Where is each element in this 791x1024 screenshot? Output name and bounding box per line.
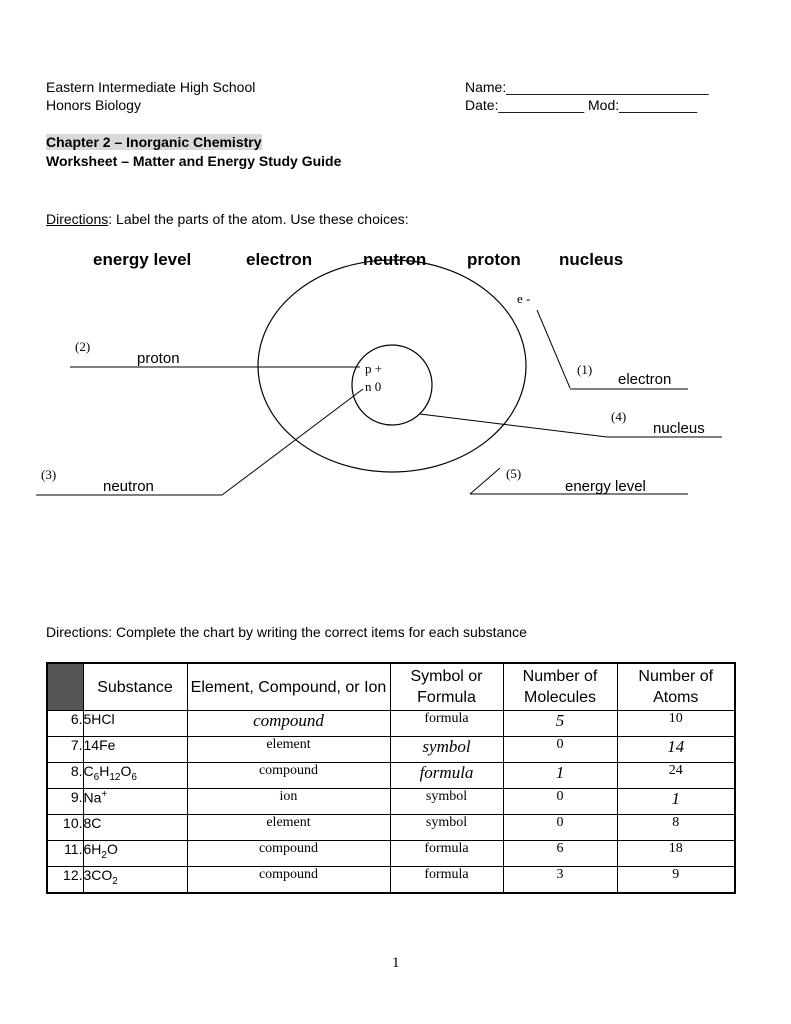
- row-number: 10.: [47, 815, 83, 841]
- atoms-cell[interactable]: [617, 737, 735, 763]
- ring-gap-mark: [423, 351, 424, 357]
- type-cell[interactable]: compound: [187, 763, 390, 789]
- handwritten-answer: 14: [667, 737, 685, 756]
- symbol-cell[interactable]: formula: [390, 711, 503, 737]
- label-number-1: (1): [577, 362, 593, 377]
- type-cell[interactable]: [187, 711, 390, 737]
- type-cell[interactable]: compound: [187, 841, 390, 867]
- type-cell[interactable]: compound: [187, 867, 390, 894]
- atoms-cell[interactable]: 10: [617, 711, 735, 737]
- mod-blank[interactable]: __________: [619, 97, 698, 113]
- substance-chart: [46, 662, 736, 894]
- leader-line-nucleus: [420, 414, 607, 437]
- label-answer-electron: electron: [618, 371, 672, 388]
- page-number: 1: [392, 955, 400, 971]
- row-number: 11.: [47, 841, 83, 867]
- choice-energy-level: energy level: [93, 250, 192, 269]
- name-label: Name:: [465, 79, 507, 95]
- electron-symbol: e -: [517, 291, 531, 306]
- leader-line-energy-diag: [470, 468, 500, 494]
- substance-cell: $C_6H_{12}O_6$: [83, 763, 187, 789]
- symbol-cell[interactable]: formula: [390, 867, 503, 894]
- date-label: Date:: [465, 97, 499, 113]
- atoms-cell[interactable]: 24: [617, 763, 735, 789]
- molecules-cell[interactable]: 0: [503, 737, 617, 763]
- type-cell[interactable]: element: [187, 815, 390, 841]
- substance-cell: $6H_2O$: [83, 841, 187, 867]
- type-cell[interactable]: ion: [187, 789, 390, 815]
- atoms-cell[interactable]: 9: [617, 867, 735, 894]
- table-row: [47, 763, 735, 789]
- label-number-3: (3): [41, 467, 57, 482]
- table-row: [47, 815, 735, 841]
- label-answer-neutron: neutron: [103, 478, 154, 495]
- molecules-cell[interactable]: [503, 763, 617, 789]
- neutron-symbol: n 0: [365, 379, 382, 394]
- header-blank-cell: [47, 663, 83, 711]
- atoms-cell[interactable]: 8: [617, 815, 735, 841]
- row-number: 7.: [47, 737, 83, 763]
- molecules-cell[interactable]: 6: [503, 841, 617, 867]
- row-number: 6.: [47, 711, 83, 737]
- worksheet-title: Worksheet – Matter and Energy Study Guide: [46, 153, 342, 169]
- substance-cell: 8C: [83, 815, 187, 841]
- row-number: 12.: [47, 867, 83, 894]
- molecules-cell[interactable]: [503, 711, 617, 737]
- choice-proton: proton: [467, 250, 521, 269]
- molecules-cell[interactable]: 0: [503, 815, 617, 841]
- header-molecules: Number of Molecules: [503, 663, 617, 711]
- atoms-cell[interactable]: [617, 789, 735, 815]
- header-substance: Substance: [83, 663, 187, 711]
- course-name: Honors Biology: [46, 97, 141, 113]
- row-number: 9.: [47, 789, 83, 815]
- substance-cell: 14Fe: [83, 737, 187, 763]
- table-row: [47, 789, 735, 815]
- symbol-cell[interactable]: symbol: [390, 789, 503, 815]
- table-row: [47, 711, 735, 737]
- mod-label: Mod:: [588, 97, 620, 113]
- atoms-cell[interactable]: 18: [617, 841, 735, 867]
- table-row: [47, 867, 735, 894]
- leader-line-electron: [537, 310, 570, 388]
- label-number-4: (4): [611, 409, 627, 424]
- label-answer-energy-level: energy level: [565, 478, 646, 495]
- handwritten-answer: formula: [419, 763, 474, 782]
- symbol-cell[interactable]: [390, 763, 503, 789]
- symbol-cell[interactable]: [390, 737, 503, 763]
- date-blank[interactable]: ___________: [498, 97, 585, 113]
- substance-cell: Na+: [83, 789, 187, 815]
- choice-neutron: neutron: [363, 250, 427, 269]
- choice-electron: electron: [246, 250, 313, 269]
- substance-cell: $3CO_2$: [83, 867, 187, 894]
- chart-header-row: [47, 663, 735, 711]
- nucleus-circle: [352, 345, 432, 425]
- handwritten-answer: 1: [671, 789, 680, 808]
- symbol-cell[interactable]: symbol: [390, 815, 503, 841]
- header-atoms: Number of Atoms: [617, 663, 735, 711]
- symbol-cell[interactable]: formula: [390, 841, 503, 867]
- table-row: [47, 737, 735, 763]
- proton-symbol: p +: [365, 361, 383, 376]
- type-cell[interactable]: element: [187, 737, 390, 763]
- molecules-cell[interactable]: 0: [503, 789, 617, 815]
- leader-line-neutron-diag: [222, 389, 363, 495]
- substance-cell: 5HCl: [83, 711, 187, 737]
- label-number-2: (2): [75, 339, 91, 354]
- handwritten-answer: symbol: [422, 737, 471, 756]
- header-symbol: Symbol or Formula: [390, 663, 503, 711]
- chapter-title-text: Chapter 2 – Inorganic Chemistry: [46, 134, 262, 150]
- label-number-5: (5): [506, 466, 522, 481]
- molecules-cell[interactable]: 3: [503, 867, 617, 894]
- directions-1-label: Directions: [46, 211, 109, 227]
- label-answer-nucleus: nucleus: [653, 420, 705, 437]
- handwritten-answer: 1: [555, 763, 565, 782]
- directions-2: Directions: Complete the chart by writing the correct items for each substance: [46, 624, 527, 640]
- name-blank[interactable]: __________________________: [506, 79, 709, 95]
- handwritten-answer: compound: [253, 711, 324, 730]
- header-type: Element, Compound, or Ion: [187, 663, 390, 711]
- label-answer-proton: proton: [137, 350, 180, 367]
- directions-1-text: : Label the parts of the atom. Use these choices:: [108, 211, 409, 227]
- choice-nucleus: nucleus: [559, 250, 624, 269]
- table-row: [47, 841, 735, 867]
- handwritten-answer: 5: [555, 711, 565, 730]
- row-number: 8.: [47, 763, 83, 789]
- school-name: Eastern Intermediate High School: [46, 79, 256, 95]
